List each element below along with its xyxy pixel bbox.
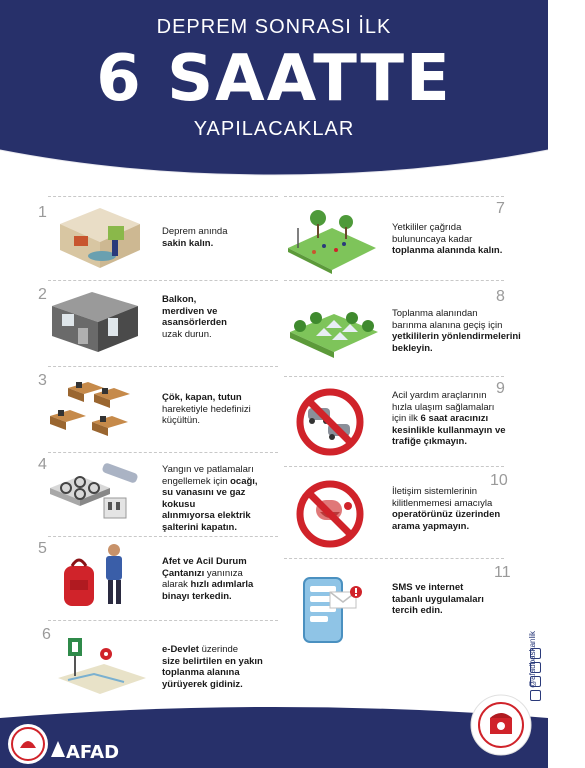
step-1 (38, 196, 278, 276)
step-6-text-2: size belirtilen en yakın (162, 655, 263, 667)
step-11-text-2: tabanlı uygulamaları (392, 593, 484, 605)
separator (48, 536, 278, 537)
header-line3: YAPILACAKLAR (193, 118, 355, 140)
tent-camp-icon (286, 292, 382, 364)
social-handle: @afadbaskanlik (528, 630, 537, 688)
separator (284, 196, 504, 197)
step-9-text-2: hızla ulaşım sağlamaları (392, 401, 495, 413)
park-icon (284, 204, 380, 276)
step-number: 9 (496, 380, 505, 397)
step-number: 1 (38, 204, 47, 221)
step-5-text-3: alarak hızlı adımlarla (162, 579, 254, 590)
step-9-text-5: trafiğe çıkmayın. (392, 436, 467, 447)
step-2-text-1: Balkon, (162, 294, 197, 305)
step-11-text-3: tercih edin. (392, 605, 443, 616)
step-4-text-5: şalterini kapatın. (162, 521, 237, 533)
separator (284, 466, 504, 467)
separator (284, 376, 504, 377)
step-5-text-4: binayı terkedin. (162, 590, 232, 602)
step-4-text-4: alınmıyorsa elektrik (162, 510, 251, 521)
step-8-text-3: yetkililerin yönlendirmelerini (392, 331, 521, 342)
step-4-text-2: engellemek için ocağı, (162, 475, 258, 487)
step-10-text-3: operatörünüz üzerinden (392, 509, 501, 520)
step-number: 7 (496, 200, 505, 217)
step-number: 3 (38, 372, 47, 389)
step-9 (284, 376, 524, 456)
ministry-seal-icon (6, 722, 50, 766)
step-5-text-2: Çantanızı yanınıza (162, 567, 243, 579)
no-phone-call-icon (290, 478, 386, 550)
step-7-text-3: toplanma alanında kalın. (392, 245, 503, 256)
step-10-text-2: kilitlenmemesi amacıyla (392, 497, 493, 509)
separator (48, 280, 278, 281)
instagram-icon (530, 662, 541, 673)
separator (48, 452, 278, 453)
separator (284, 280, 504, 281)
step-3-text-2: hareketiyle hedefinizi (162, 403, 251, 415)
separator (284, 558, 504, 559)
separator (48, 366, 278, 367)
step-10-text-4: arama yapmayın. (392, 520, 470, 532)
no-cars-icon (288, 386, 384, 458)
separator (48, 620, 278, 621)
sms-phone-icon (292, 572, 388, 644)
desks-icon (44, 374, 140, 446)
step-6-text-4: yürüyerek gidiniz. (162, 678, 243, 690)
step-8-text-2: barınma alanına geçiş için (392, 319, 503, 331)
step-2-text-4: uzak durun. (162, 328, 212, 340)
step-number: 6 (42, 626, 51, 643)
emergency-bag-icon (58, 540, 154, 612)
step-number: 8 (496, 288, 505, 305)
separator (48, 196, 278, 197)
step-3-text-1: Çök, kapan, tutun (162, 392, 242, 403)
step-2-text-3: asansörlerden (162, 317, 227, 328)
step-number: 2 (38, 286, 47, 303)
step-2-text-2: merdiven ve (162, 305, 218, 317)
step-4 (38, 452, 278, 532)
step-9-text-1: Acil yardım araçlarının (392, 390, 487, 401)
afad-brand: AFAD (66, 742, 120, 763)
step-4-text-3: su vanasını ve gaz kokusu (162, 487, 246, 510)
twitter-icon (530, 676, 541, 687)
step-3 (38, 366, 278, 446)
step-6-text-3: toplanma alanına (162, 667, 240, 678)
step-4-text-1: Yangın ve patlamaları (162, 464, 254, 475)
header-title: 6 SAATTE (96, 42, 452, 116)
step-3-text-3: küçültün. (162, 415, 201, 426)
step-2 (38, 280, 278, 360)
step-7-text-1: Yetkililer çağrıda (392, 222, 462, 233)
building-icon (48, 284, 144, 356)
step-9-text-3: için ilk 6 saat aracınızı (392, 413, 489, 424)
step-7 (284, 196, 524, 276)
step-11-text-1: SMS ve internet (392, 582, 464, 593)
header-line1: DEPREM SONRASI İLK (156, 16, 392, 38)
step-11 (284, 558, 524, 638)
step-number: 10 (490, 472, 508, 489)
step-9-text-4: kesinlikle kullanmayın ve (392, 424, 506, 436)
header-banner (0, 0, 548, 200)
step-number: 4 (38, 456, 47, 473)
step-5 (38, 536, 278, 616)
step-number: 5 (38, 540, 47, 557)
step-7-text-2: bulununcaya kadar (392, 233, 473, 245)
step-10 (284, 466, 524, 546)
emblem-icon (470, 694, 532, 756)
step-number: 11 (494, 564, 511, 581)
step-1-text-1: Deprem anında (162, 226, 228, 237)
step-5-text-1: Afet ve Acil Durum (162, 556, 247, 567)
step-8-text-4: bekleyin. (392, 342, 433, 354)
step-6-text-1: e-Devlet üzerinde (162, 644, 239, 655)
facebook-icon (530, 648, 541, 659)
step-1-text-2: sakin kalın. (162, 237, 214, 249)
step-8-text-1: Toplanma alanından (392, 308, 478, 319)
step-10-text-1: İletişim sistemlerinin (392, 486, 477, 497)
gas-stove-icon (46, 458, 142, 530)
afad-logo-icon (50, 740, 66, 758)
living-room-icon (52, 202, 148, 274)
step-6 (38, 620, 278, 700)
step-8 (284, 280, 524, 360)
